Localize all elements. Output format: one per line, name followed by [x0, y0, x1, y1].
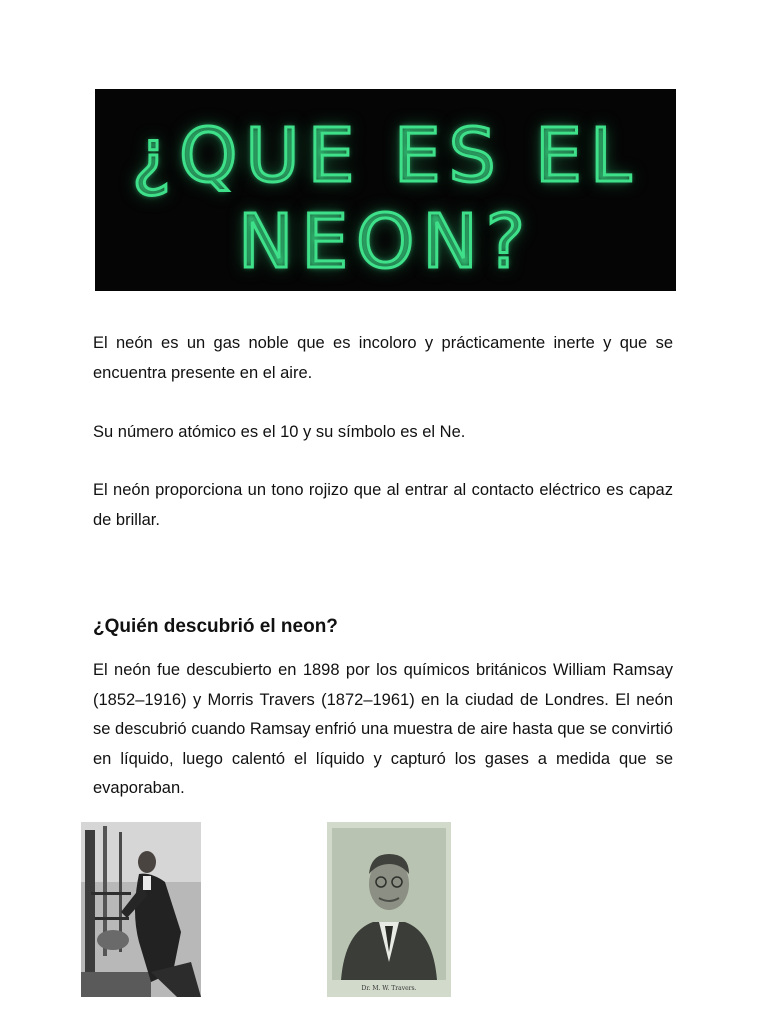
intro-paragraph-2: Su número atómico es el 10 y su símbolo es el Ne. [93, 423, 466, 441]
travers-portrait-illustration [327, 822, 451, 997]
title-banner [95, 89, 676, 291]
intro-paragraph-3: El neón proporciona un tono rojizo que al entrar al contacto eléctrico es capaz de brillar. [93, 481, 673, 529]
ramsay-photo [81, 822, 201, 997]
ramsay-lab-illustration [81, 822, 201, 997]
travers-portrait [327, 822, 451, 997]
discovery-heading: ¿Quién descubrió el neon? [93, 616, 338, 637]
travers-caption: Dr. M. W. Travers. [361, 985, 417, 992]
discovery-paragraph: El neón fue descubierto en 1898 por los químicos británicos William Ramsay (1852–1916) y Morris Travers (1872–1961) en la ciudad de Londres. El neón se descubrió cuando Ramsay enfrió una muestra de aire hasta que se convirtió en líquido, luego calentó el líquido y capturó los gases a medida que se evaporaban. [93, 661, 673, 797]
intro-paragraph-1: El neón es un gas noble que es incoloro y prácticamente inerte y que se encuentra presente en el aire. [93, 334, 673, 382]
banner-title-line-2: NEON? [238, 199, 533, 285]
banner-title-line-1: ¿QUE ES EL [131, 113, 640, 199]
